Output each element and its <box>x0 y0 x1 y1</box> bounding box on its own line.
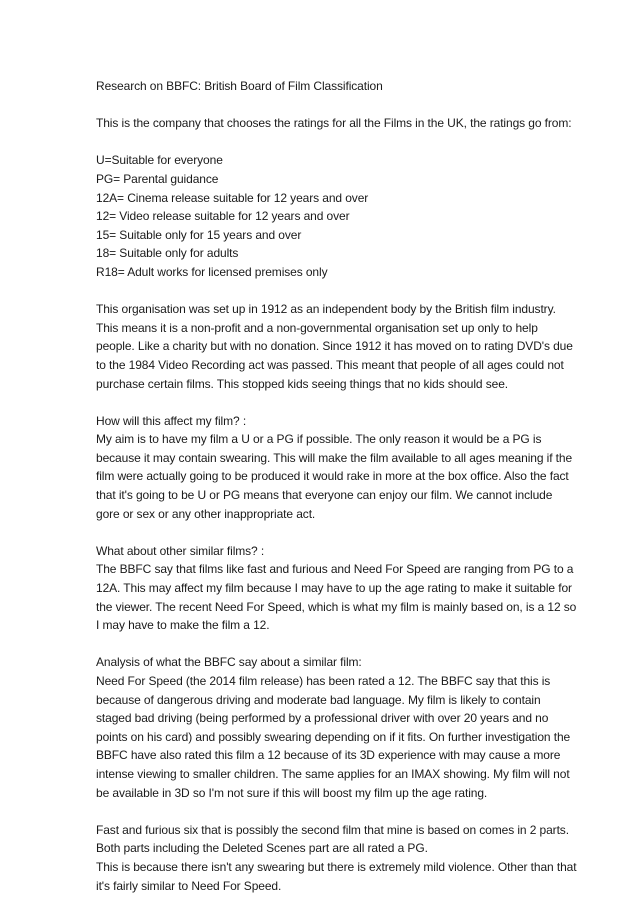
rating-item: 12= Video release suitable for 12 years and over <box>96 209 350 224</box>
history-paragraph: This organisation was set up in 1912 as an independent body by the British film industry. This means it is a non-profit and a non-governmental organisation set up only to help people. Like a charity but with no donation. Since 1912 it has moved on to rating DVD's due to the 1984 Video Recording act was passed. This meant that people of all ages could not purchase certain films. This stopped kids seeing things that no kids should see. <box>96 302 573 391</box>
rating-item: 15= Suitable only for 15 years and over <box>96 227 302 242</box>
rating-item: R18= Adult works for licensed premises only <box>96 264 328 279</box>
rating-item: U=Suitable for everyone <box>96 153 223 168</box>
section-heading: How will this affect my film? : <box>96 413 247 428</box>
section-paragraph: The BBFC say that films like fast and furious and Need For Speed are ranging from PG to a 12A. This may affect my film because I may have to up the age rating to make it suitable for the viewer. The recent Need For Speed, which is what my film is mainly based on, is a 12 so I may have to make the film a 12. <box>96 562 577 633</box>
rating-item: PG= Parental guidance <box>96 171 219 186</box>
closing-paragraph: This is because there isn't any swearing but there is extremely mild violence. Other than that it's fairly similar to Need For Speed. <box>96 859 577 893</box>
rating-item: 12A= Cinema release suitable for 12 years and over <box>96 190 369 205</box>
section-heading: What about other similar films? : <box>96 543 265 558</box>
section-paragraph: My aim is to have my film a U or a PG if possible. The only reason it would be a PG is because it may contain swearing. This will make the film available to all ages meaning if the film were actually going to be produced it would rake in more at the box office. Also the fact that it's going to be U or PG means that everyone can enjoy our film. We cannot include gore or sex or any other inappropriate act. <box>96 432 573 521</box>
section-affect-my-film <box>96 412 578 524</box>
closing-section <box>96 821 578 895</box>
document-title: Research on BBFC: British Board of Film Classification <box>96 79 383 93</box>
rating-item: 18= Suitable only for adults <box>96 246 239 261</box>
section-heading: Analysis of what the BBFC say about a similar film: <box>96 655 362 670</box>
section-analysis <box>96 653 578 802</box>
section-similar-films <box>96 542 578 635</box>
ratings-list <box>96 151 578 281</box>
section-paragraph: Need For Speed (the 2014 film release) has been rated a 12. The BBFC say that this is because of dangerous driving and moderate bad language. My film is likely to contain staged bad driving (being performed by a professional driver with over 20 years and no points on his card) and possibly swearing depending on if it fits. On further investigation the BBFC have also rated this film a 12 because of its 3D experience with may cause a more intense viewing to smaller children. The same applies for an IMAX showing. My film will not be available in 3D so I'm not sure if this will boost my film up the age rating. <box>96 674 571 800</box>
intro-paragraph: This is the company that chooses the ratings for all the Films in the UK, the ratings go from: <box>96 116 572 131</box>
closing-paragraph: Fast and furious six that is possibly the second film that mine is based on comes in 2 parts. Both parts including the Deleted Scenes part are all rated a PG. <box>96 822 569 856</box>
